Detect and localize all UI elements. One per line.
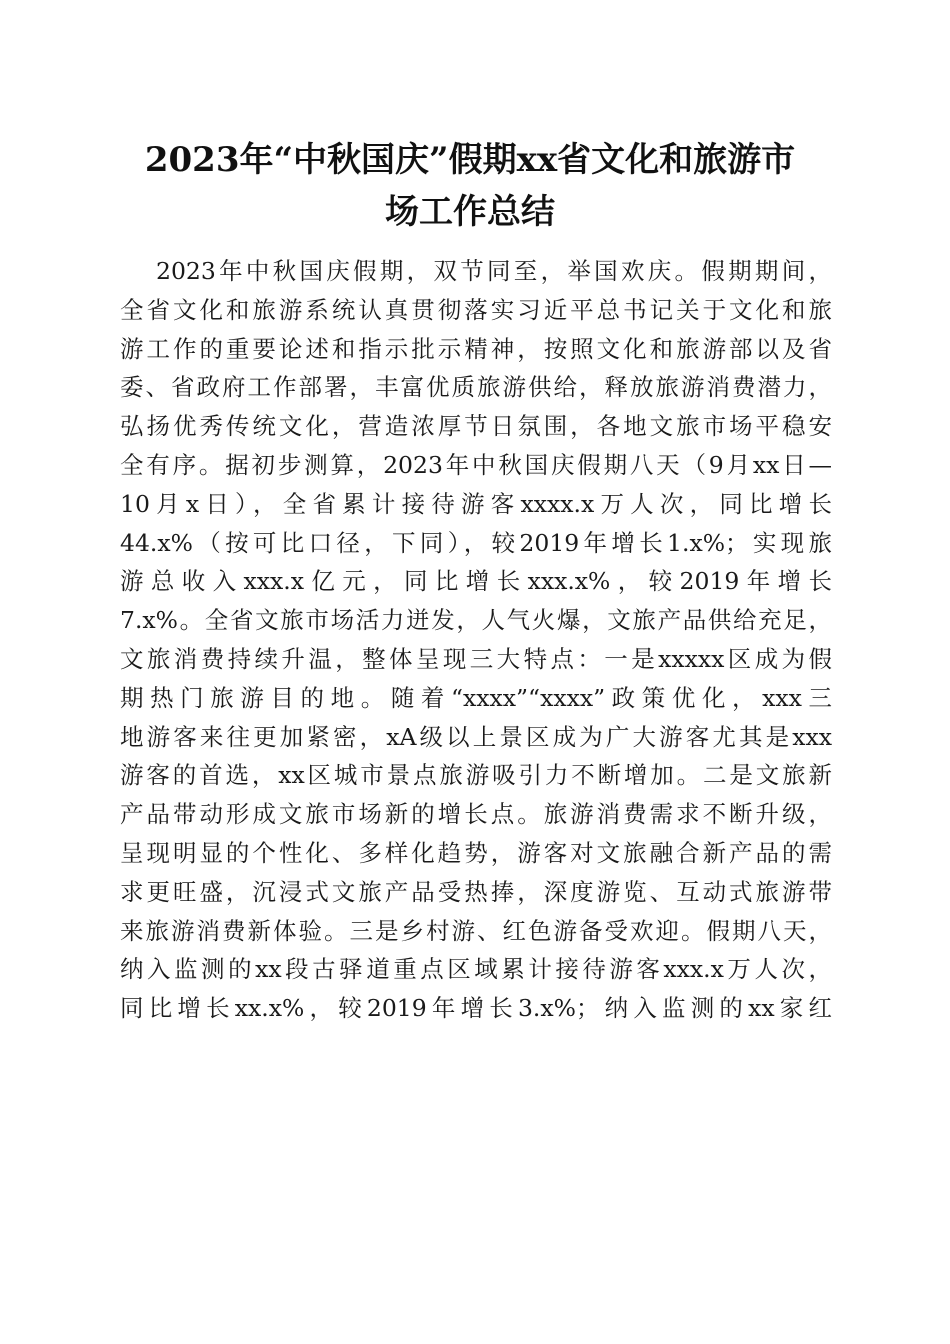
- paragraph-line: 同比增长xx.x%，较2019年增长3.x%；纳入监测的xx家红: [120, 994, 832, 1023]
- paragraph-line: 2023年中秋国庆假期，双节同至，举国欢庆。假期期间，: [156, 257, 832, 285]
- paragraph-line: 地游客来往更加紧密，xA级以上景区成为广大游客尤其是xxx: [120, 722, 832, 751]
- paragraph-line: 文旅消费持续升温，整体呈现三大特点：一是xxxxx区成为假: [120, 644, 832, 673]
- paragraph-line: 全有序。据初步测算，2023年中秋国庆假期八天（9月xx日—: [120, 450, 832, 479]
- paragraph-line: 求更旺盛，沉浸式文旅产品受热捧，深度游览、互动式旅游带: [120, 877, 832, 906]
- paragraph-line: 44.x%（按可比口径，下同），较2019年增长1.x%；实现旅: [120, 528, 832, 557]
- paragraph-line: 全省文化和旅游系统认真贯彻落实习近平总书记关于文化和旅: [120, 295, 832, 324]
- paragraph-line: 游客的首选，xx区城市景点旅游吸引力不断增加。二是文旅新: [120, 761, 832, 790]
- paragraph-line: 期热门旅游目的地。随着“xxxx”“xxxx”政策优化，xxx三: [120, 683, 832, 712]
- paragraph-line: 产品带动形成文旅市场新的增长点。旅游消费需求不断升级，: [120, 800, 832, 829]
- body-paragraph: [120, 252, 832, 1028]
- paragraph-line: 7.x%。全省文旅市场活力迸发，人气火爆，文旅产品供给充足，: [120, 606, 832, 635]
- paragraph-line: 游工作的重要论述和指示批示精神，按照文化和旅游部以及省: [120, 334, 832, 363]
- title-line: 2023年“中秋国庆”假期xx省文化和旅游市: [144, 140, 796, 180]
- paragraph-line: 委、省政府工作部署，丰富优质旅游供给，释放旅游消费潜力，: [120, 373, 832, 402]
- document-title: [100, 134, 840, 238]
- title-line: 场工作总结: [385, 192, 555, 232]
- paragraph-line: 弘扬优秀传统文化，营造浓厚节日氛围，各地文旅市场平稳安: [120, 412, 832, 441]
- paragraph-line: 呈现明显的个性化、多样化趋势，游客对文旅融合新产品的需: [120, 838, 832, 867]
- paragraph-line: 游总收入xxx.x亿元，同比增长xxx.x%，较2019年增长: [120, 567, 832, 596]
- paragraph-line: 纳入监测的xx段古驿道重点区域累计接待游客xxx.x万人次，: [120, 955, 832, 984]
- paragraph-line: 10月x日），全省累计接待游客xxxx.x万人次，同比增长: [120, 489, 832, 518]
- paragraph-line: 来旅游消费新体验。三是乡村游、红色游备受欢迎。假期八天，: [120, 916, 832, 945]
